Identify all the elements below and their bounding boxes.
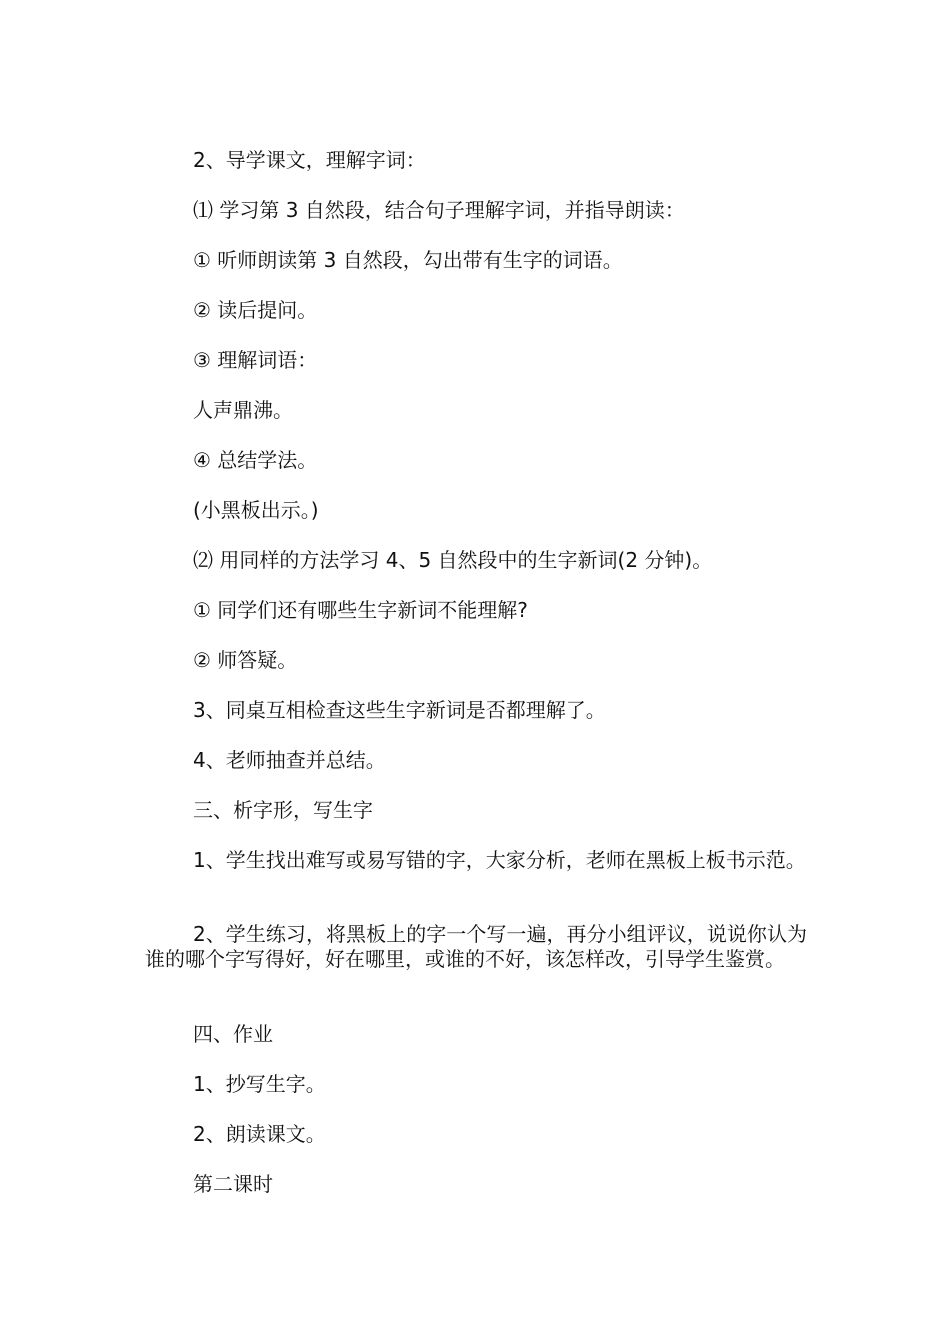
- paragraph-vocab-term: 人声鼎沸。: [193, 398, 293, 422]
- paragraph-same-method: ⑵ 用同样的方法学习 4、5 自然段中的生字新词(2 分钟)。: [193, 548, 713, 572]
- paragraph-peer-check: 3、同桌互相检查这些生字新词是否都理解了。: [193, 698, 606, 722]
- paragraph-listen-reading: ① 听师朗读第 3 自然段，勾出带有生字的词语。: [193, 248, 623, 272]
- paragraph-ask-questions: ② 读后提问。: [193, 298, 318, 322]
- paragraph-understand-words: ③ 理解词语：: [193, 348, 318, 372]
- paragraph-student-practice: 2、学生练习，将黑板上的字一个写一遍，再分小组评议，说说你认为谁的哪个字写得好，好在哪里，或谁的不好，该怎样改，引导学生鉴赏。: [145, 922, 807, 971]
- paragraph-summarize-method: ④ 总结学法。: [193, 448, 318, 472]
- paragraph-find-hard-characters: 1、学生找出难写或易写错的字，大家分析，老师在黑板上板书示范。: [193, 848, 806, 872]
- paragraph-copy-characters: 1、抄写生字。: [193, 1072, 326, 1096]
- paragraph-teacher-answers: ② 师答疑。: [193, 648, 298, 672]
- paragraph-teacher-check: 4、老师抽查并总结。: [193, 748, 386, 772]
- paragraph-students-questions: ① 同学们还有哪些生字新词不能理解?: [193, 598, 528, 622]
- paragraph-read-text: 2、朗读课文。: [193, 1122, 326, 1146]
- section-heading-analyze-characters: 三、析字形，写生字: [193, 798, 373, 822]
- paragraph-learn-section-3: ⑴ 学习第 3 自然段，结合句子理解字词，并指导朗读：: [193, 198, 685, 222]
- section-heading-second-lesson: 第二课时: [193, 1172, 273, 1196]
- paragraph-blackboard-show: (小黑板出示。): [193, 498, 319, 522]
- paragraph-study-text: 2、导学课文，理解字词：: [193, 148, 426, 172]
- section-heading-homework: 四、作业: [193, 1022, 273, 1046]
